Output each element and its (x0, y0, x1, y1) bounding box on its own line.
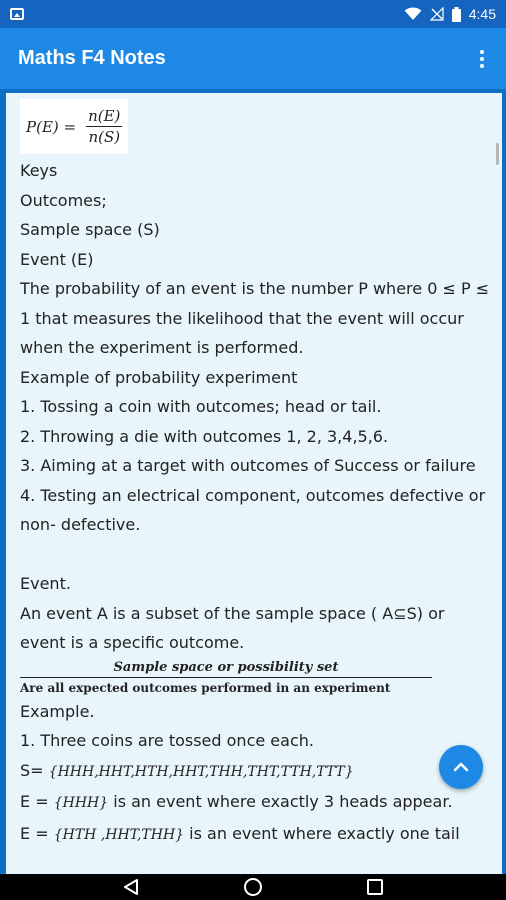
event1-set: {HHH} (53, 795, 109, 811)
sample-space-title: Sample space or possibility set (20, 660, 432, 678)
sample-set-prefix: S= (20, 760, 44, 780)
event1-prefix: E = (20, 792, 49, 811)
text-event-heading: Event. (20, 574, 71, 593)
spacer (20, 540, 494, 570)
text-sample-space: Sample space (S) (20, 220, 160, 239)
chevron-up-icon (453, 762, 469, 772)
text-outcomes: Outcomes; (20, 190, 107, 210)
scrollbar[interactable] (496, 143, 499, 165)
app-bar (0, 28, 506, 89)
notes-content[interactable] (6, 93, 502, 874)
text-event-e: Event (E) (20, 249, 94, 269)
wifi-icon (404, 7, 422, 21)
formula-numerator: n(E) (88, 107, 121, 125)
sample-set-values: {HHH,HHT,HTH,HHT,THH,THT,TTH,TTT} (48, 763, 354, 780)
formula-denominator: n(S) (88, 128, 121, 146)
formula-fraction (86, 107, 122, 146)
event2-description: is an event where exactly one tail (184, 823, 460, 843)
text-event-one-tail (20, 819, 494, 851)
event2-set: {HTH ,HHT,THH} (53, 826, 185, 843)
status-left (10, 8, 24, 20)
app-title: Maths F4 Notes (18, 47, 166, 69)
text-example-3: 3. Aiming at a target with outcomes of Success or failure (20, 456, 476, 475)
status-icons (404, 6, 496, 22)
status-time: 4:45 (468, 6, 496, 22)
text-keys: Keys (20, 161, 58, 180)
text-example-heading: Example of probability experiment (20, 367, 298, 387)
probability-formula (20, 99, 128, 154)
home-icon[interactable] (243, 877, 263, 897)
text-sample-set (20, 756, 494, 788)
battery-icon (452, 7, 461, 22)
content-frame (0, 89, 506, 874)
text-coins-example: 1. Three coins are tossed once each. (20, 731, 314, 750)
status-bar (0, 0, 506, 28)
recents-icon[interactable] (366, 878, 384, 896)
text-probability-definition: The probability of an event is the number P where 0 ≤ P ≤ 1 that measures the likelihood that the event will occur when the experiment is performed. (20, 279, 490, 357)
event2-prefix: E = (20, 823, 49, 843)
navigation-bar (0, 874, 506, 900)
scroll-top-button[interactable] (439, 745, 483, 789)
back-icon[interactable] (122, 878, 140, 896)
text-example-label: Example. (20, 701, 95, 721)
text-example-2: 2. Throwing a die with outcomes 1, 2, 3,4,5,6. (20, 426, 389, 446)
sample-space-definition (20, 660, 432, 695)
text-example-4: 4. Testing an electrical component, outcomes defective or non- defective. (20, 485, 486, 534)
text-example-1: 1. Tossing a coin with outcomes; head or tail. (20, 397, 382, 416)
event1-description: is an event where exactly 3 heads appear. (108, 792, 453, 811)
text-event-three-heads (20, 787, 494, 819)
sample-space-description: Are all expected outcomes performed in an experiment (20, 680, 391, 695)
formula-lhs: P(E) = (26, 117, 77, 136)
text-event-definition: An event A is a subset of the sample space ( A⊆S) or event is a specific outcome. (20, 603, 445, 652)
more-vertical-icon[interactable] (470, 39, 494, 79)
gallery-icon (10, 8, 24, 20)
signal-off-icon (430, 7, 444, 21)
